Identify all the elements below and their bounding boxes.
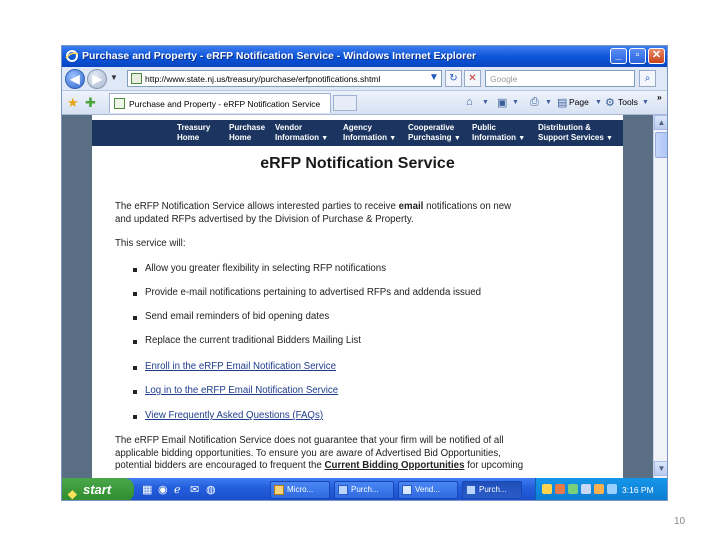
app-icon xyxy=(274,485,284,495)
nav-distribution-support[interactable] xyxy=(538,123,613,144)
tray-icon[interactable] xyxy=(555,484,565,494)
page-menu[interactable]: Page xyxy=(569,97,589,107)
nav-label: Purchasing xyxy=(408,133,452,142)
feature-item: Replace the current traditional Bidders Mailing List xyxy=(145,335,361,346)
bullet-marker xyxy=(133,415,137,419)
chevron-down-icon: ▼ xyxy=(389,135,397,142)
nav-public-information[interactable] xyxy=(472,123,525,144)
tray-icon[interactable] xyxy=(594,484,604,494)
windows-taskbar xyxy=(62,478,668,501)
intro-text: and updated RFPs advertised by the Division of Purchase & Property. xyxy=(115,213,414,225)
login-link[interactable]: Log in to the eRFP Email Notification Service xyxy=(145,385,339,396)
task-label: Purch... xyxy=(479,485,507,494)
feature-item: Provide e-mail notifications pertaining to advertised RFPs and addenda issued xyxy=(145,287,482,298)
document-icon xyxy=(402,485,412,495)
home-icon[interactable]: ⌂ xyxy=(466,96,473,108)
feature-item: Send email reminders of bid opening dates xyxy=(145,311,330,322)
chevron-down-icon: ▼ xyxy=(453,135,461,142)
nav-label: Home xyxy=(229,133,252,142)
internet-explorer-icon xyxy=(338,485,348,495)
close-button[interactable]: ✕ xyxy=(648,48,665,64)
nav-vendor-information[interactable] xyxy=(275,123,328,144)
home-dropdown-icon[interactable]: ▼ xyxy=(482,99,489,106)
nav-label: Information xyxy=(472,133,516,142)
search-placeholder: Google xyxy=(490,74,518,84)
search-icon[interactable]: ⌕ xyxy=(639,70,656,87)
disclaimer-text: potential bidders are encouraged to frequent the xyxy=(115,460,322,471)
bullet-marker xyxy=(133,316,137,320)
disclaimer-paragraph xyxy=(115,435,523,473)
bullet-marker xyxy=(133,292,137,296)
start-button[interactable] xyxy=(62,478,134,501)
bullet-marker xyxy=(133,390,137,394)
media-player-icon[interactable]: ◉ xyxy=(158,484,168,496)
toolbar-overflow-chevron[interactable]: » xyxy=(657,92,662,102)
page-dropdown-icon[interactable]: ▼ xyxy=(595,99,602,106)
feeds-icon[interactable]: ▣ xyxy=(497,97,508,109)
page-icon xyxy=(114,98,125,109)
outlook-icon[interactable]: ✉ xyxy=(190,484,200,496)
page-title: eRFP Notification Service xyxy=(260,155,455,172)
feature-item: Allow you greater flexibility in selecting RFP notifications xyxy=(145,263,387,274)
current-bidding-link[interactable]: Current Bidding Opportunities xyxy=(324,460,465,471)
start-label: start xyxy=(83,482,112,497)
intro-paragraph xyxy=(115,201,511,226)
quicklaunch-app-icon[interactable]: ◍ xyxy=(206,484,216,496)
slide-number: 10 xyxy=(674,516,686,527)
page-menu-icon[interactable]: ▤ xyxy=(557,97,568,109)
tray-icon[interactable] xyxy=(542,484,552,494)
nav-label: Home xyxy=(177,133,200,142)
new-tab-button[interactable] xyxy=(333,95,357,111)
bullet-marker xyxy=(133,340,137,344)
window-titlebar[interactable] xyxy=(62,46,668,67)
faq-link[interactable]: View Frequently Asked Questions (FAQs) xyxy=(145,410,324,421)
chevron-down-icon: ▼ xyxy=(606,135,613,142)
internet-explorer-icon[interactable]: ℯ xyxy=(174,484,181,496)
scroll-thumb[interactable] xyxy=(655,132,668,158)
back-button[interactable]: ◀ xyxy=(65,69,85,89)
system-tray xyxy=(535,478,668,501)
page-viewport xyxy=(62,115,653,478)
nav-label: Support Services xyxy=(538,133,604,142)
nav-label: Cooperative xyxy=(408,123,455,132)
windows-logo-icon: ❖ xyxy=(67,488,78,501)
vertical-scrollbar[interactable] xyxy=(653,115,668,478)
history-dropdown-icon[interactable]: ▼ xyxy=(110,73,118,82)
disclaimer-text: applicable bidding opportunities. To ensure you are aware of Advertised Bid Opportunities, xyxy=(115,447,501,459)
maximize-button[interactable]: ▫ xyxy=(629,48,646,64)
bullet-marker xyxy=(133,366,137,370)
forward-button[interactable]: ▶ xyxy=(87,69,107,89)
nav-label: Purchase xyxy=(229,123,266,132)
enroll-link[interactable]: Enroll in the eRFP Email Notification Service xyxy=(145,361,336,372)
scroll-up-icon[interactable]: ▲ xyxy=(654,115,668,130)
address-dropdown-icon[interactable]: ▼ xyxy=(429,72,439,83)
print-dropdown-icon[interactable]: ▼ xyxy=(545,99,552,106)
print-icon[interactable]: ⎙ xyxy=(530,96,539,108)
task-label: Micro... xyxy=(287,485,314,494)
chevron-down-icon: ▼ xyxy=(518,135,526,142)
intro-text: notifications on new xyxy=(426,201,512,212)
address-toolbar xyxy=(62,67,668,91)
refresh-icon[interactable]: ↻ xyxy=(445,70,462,87)
nav-agency-information[interactable] xyxy=(343,123,396,144)
bullet-marker xyxy=(133,268,137,272)
stop-icon[interactable]: ✕ xyxy=(464,70,481,87)
search-input[interactable] xyxy=(485,70,635,87)
internet-explorer-icon xyxy=(65,49,79,63)
tools-dropdown-icon[interactable]: ▼ xyxy=(642,99,649,106)
favorites-star-icon[interactable]: ★ xyxy=(67,95,79,110)
taskbar-item-purchase-2[interactable] xyxy=(462,481,522,499)
intro-text: The eRFP Notification Service allows interested parties to receive xyxy=(115,201,396,212)
chevron-down-icon: ▼ xyxy=(321,135,329,142)
nav-label: Information xyxy=(275,133,319,142)
taskbar-item-vendor[interactable] xyxy=(398,481,458,499)
tray-icon[interactable] xyxy=(568,484,578,494)
task-label: Vend... xyxy=(415,485,440,494)
taskbar-item-purchase-1[interactable] xyxy=(334,481,394,499)
nav-label: Information xyxy=(343,133,387,142)
disclaimer-text: for upcoming xyxy=(467,460,524,471)
nav-purchase-home[interactable] xyxy=(229,123,265,143)
tools-menu[interactable]: Tools xyxy=(618,97,638,107)
internet-explorer-icon xyxy=(466,485,476,495)
nav-label: Public xyxy=(472,123,497,132)
taskbar-item-microsoft[interactable] xyxy=(270,481,330,499)
tab-purchase-property[interactable] xyxy=(109,93,331,113)
feeds-dropdown-icon[interactable]: ▼ xyxy=(512,99,519,106)
minimize-button[interactable]: _ xyxy=(610,48,627,64)
nav-cooperative-purchasing[interactable] xyxy=(408,123,461,144)
window-title: Purchase and Property - eRFP Notification Service - Windows Internet Explorer xyxy=(82,50,477,62)
disclaimer-text: The eRFP Email Notification Service does not guarantee that your firm will be notified of all xyxy=(115,435,504,446)
system-clock: 3:16 PM xyxy=(622,485,654,495)
scroll-down-icon[interactable]: ▼ xyxy=(654,461,668,476)
web-page xyxy=(92,115,623,478)
tray-icon[interactable] xyxy=(581,484,591,494)
page-icon xyxy=(131,73,142,84)
add-favorites-icon[interactable]: ✚ xyxy=(85,95,96,110)
nav-label: Vendor xyxy=(275,123,303,132)
site-navigation xyxy=(92,120,623,146)
nav-label: Treasury xyxy=(177,123,211,132)
tab-bar xyxy=(62,91,668,115)
browser-screenshot xyxy=(61,45,668,501)
tray-icon[interactable] xyxy=(607,484,617,494)
nav-label: Distribution & xyxy=(538,123,591,132)
show-desktop-icon[interactable]: ▦ xyxy=(142,484,153,496)
intro-bold-text: email xyxy=(398,201,424,212)
nav-label: Agency xyxy=(343,123,372,132)
nav-treasury-home[interactable] xyxy=(177,123,210,143)
address-url: http://www.state.nj.us/treasury/purchase/erfpnotifications.shtml xyxy=(145,74,381,84)
task-label: Purch... xyxy=(351,485,379,494)
service-will-label: This service will: xyxy=(115,238,186,249)
address-field[interactable] xyxy=(127,70,442,87)
tab-label: Purchase and Property - eRFP Notification Service xyxy=(129,99,321,109)
gear-icon[interactable]: ⚙ xyxy=(605,97,615,109)
